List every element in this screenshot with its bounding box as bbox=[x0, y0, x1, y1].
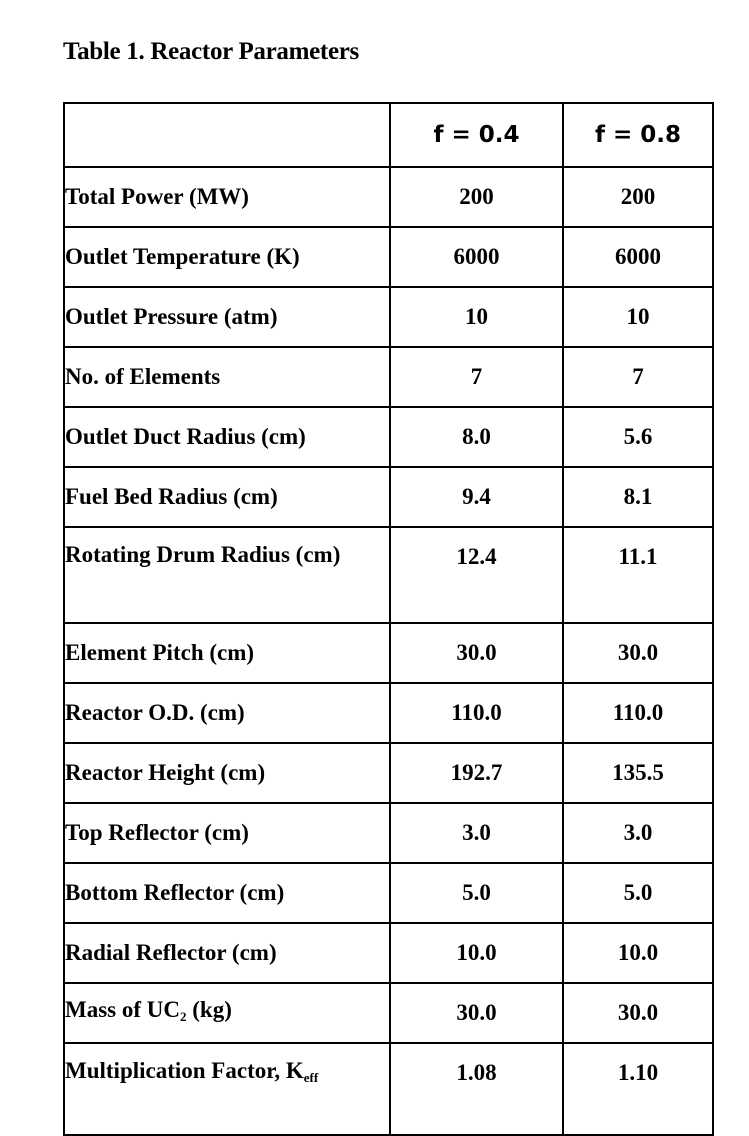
label-text-unit: (kg) bbox=[186, 996, 232, 1022]
table-row bbox=[64, 683, 713, 743]
row-label: Outlet Pressure (atm) bbox=[64, 287, 390, 347]
table-row bbox=[64, 287, 713, 347]
row-label bbox=[64, 1043, 390, 1135]
table-row bbox=[64, 347, 713, 407]
label-subscript: 2 bbox=[180, 1008, 187, 1024]
table-caption: Table 1. Reactor Parameters bbox=[63, 38, 359, 65]
value-f04: 200 bbox=[390, 167, 563, 227]
value-f04: 7 bbox=[390, 347, 563, 407]
table-row bbox=[64, 623, 713, 683]
value-f08: 110.0 bbox=[563, 683, 713, 743]
row-label: No. of Elements bbox=[64, 347, 390, 407]
table-row bbox=[64, 467, 713, 527]
value-f04: 12.4 bbox=[390, 527, 563, 623]
row-label: Reactor Height (cm) bbox=[64, 743, 390, 803]
value-f04: 30.0 bbox=[390, 983, 563, 1043]
header-empty-cell bbox=[64, 103, 390, 167]
row-label: Radial Reflector (cm) bbox=[64, 923, 390, 983]
row-label: Total Power (MW) bbox=[64, 167, 390, 227]
row-label: Top Reflector (cm) bbox=[64, 803, 390, 863]
row-label: Outlet Temperature (K) bbox=[64, 227, 390, 287]
value-f08: 30.0 bbox=[563, 983, 713, 1043]
table-row bbox=[64, 227, 713, 287]
table-row bbox=[64, 803, 713, 863]
value-f04: 30.0 bbox=[390, 623, 563, 683]
value-f08: 200 bbox=[563, 167, 713, 227]
value-f04: 9.4 bbox=[390, 467, 563, 527]
label-text: Mass of UC bbox=[65, 996, 180, 1022]
row-label: Outlet Duct Radius (cm) bbox=[64, 407, 390, 467]
value-f08: 11.1 bbox=[563, 527, 713, 623]
row-label bbox=[64, 983, 390, 1043]
table-row bbox=[64, 923, 713, 983]
label-subscript: eff bbox=[303, 1070, 319, 1085]
row-label: Fuel Bed Radius (cm) bbox=[64, 467, 390, 527]
table-row bbox=[64, 407, 713, 467]
table-row bbox=[64, 527, 713, 623]
value-f04: 3.0 bbox=[390, 803, 563, 863]
value-f04: 192.7 bbox=[390, 743, 563, 803]
value-f08: 5.0 bbox=[563, 863, 713, 923]
value-f04: 110.0 bbox=[390, 683, 563, 743]
table-row bbox=[64, 983, 713, 1043]
value-f04: 10 bbox=[390, 287, 563, 347]
row-label: Bottom Reflector (cm) bbox=[64, 863, 390, 923]
table-row bbox=[64, 167, 713, 227]
header-f08: f = 0.8 bbox=[563, 103, 713, 167]
value-f08: 6000 bbox=[563, 227, 713, 287]
value-f08: 135.5 bbox=[563, 743, 713, 803]
value-f08: 10.0 bbox=[563, 923, 713, 983]
value-f08: 7 bbox=[563, 347, 713, 407]
reactor-parameters-table bbox=[63, 102, 714, 1136]
label-text: Multiplication Factor, K bbox=[65, 1058, 304, 1083]
value-f08: 10 bbox=[563, 287, 713, 347]
table-row bbox=[64, 1043, 713, 1135]
header-row bbox=[64, 103, 713, 167]
row-label: Element Pitch (cm) bbox=[64, 623, 390, 683]
table-row bbox=[64, 743, 713, 803]
value-f04: 10.0 bbox=[390, 923, 563, 983]
header-f04: f = 0.4 bbox=[390, 103, 563, 167]
row-label: Rotating Drum Radius (cm) bbox=[64, 527, 390, 623]
value-f04: 6000 bbox=[390, 227, 563, 287]
value-f04: 5.0 bbox=[390, 863, 563, 923]
row-label: Reactor O.D. (cm) bbox=[64, 683, 390, 743]
value-f08: 3.0 bbox=[563, 803, 713, 863]
value-f08: 1.10 bbox=[563, 1043, 713, 1135]
value-f08: 5.6 bbox=[563, 407, 713, 467]
table-row bbox=[64, 863, 713, 923]
value-f08: 30.0 bbox=[563, 623, 713, 683]
value-f04: 8.0 bbox=[390, 407, 563, 467]
value-f08: 8.1 bbox=[563, 467, 713, 527]
value-f04: 1.08 bbox=[390, 1043, 563, 1135]
